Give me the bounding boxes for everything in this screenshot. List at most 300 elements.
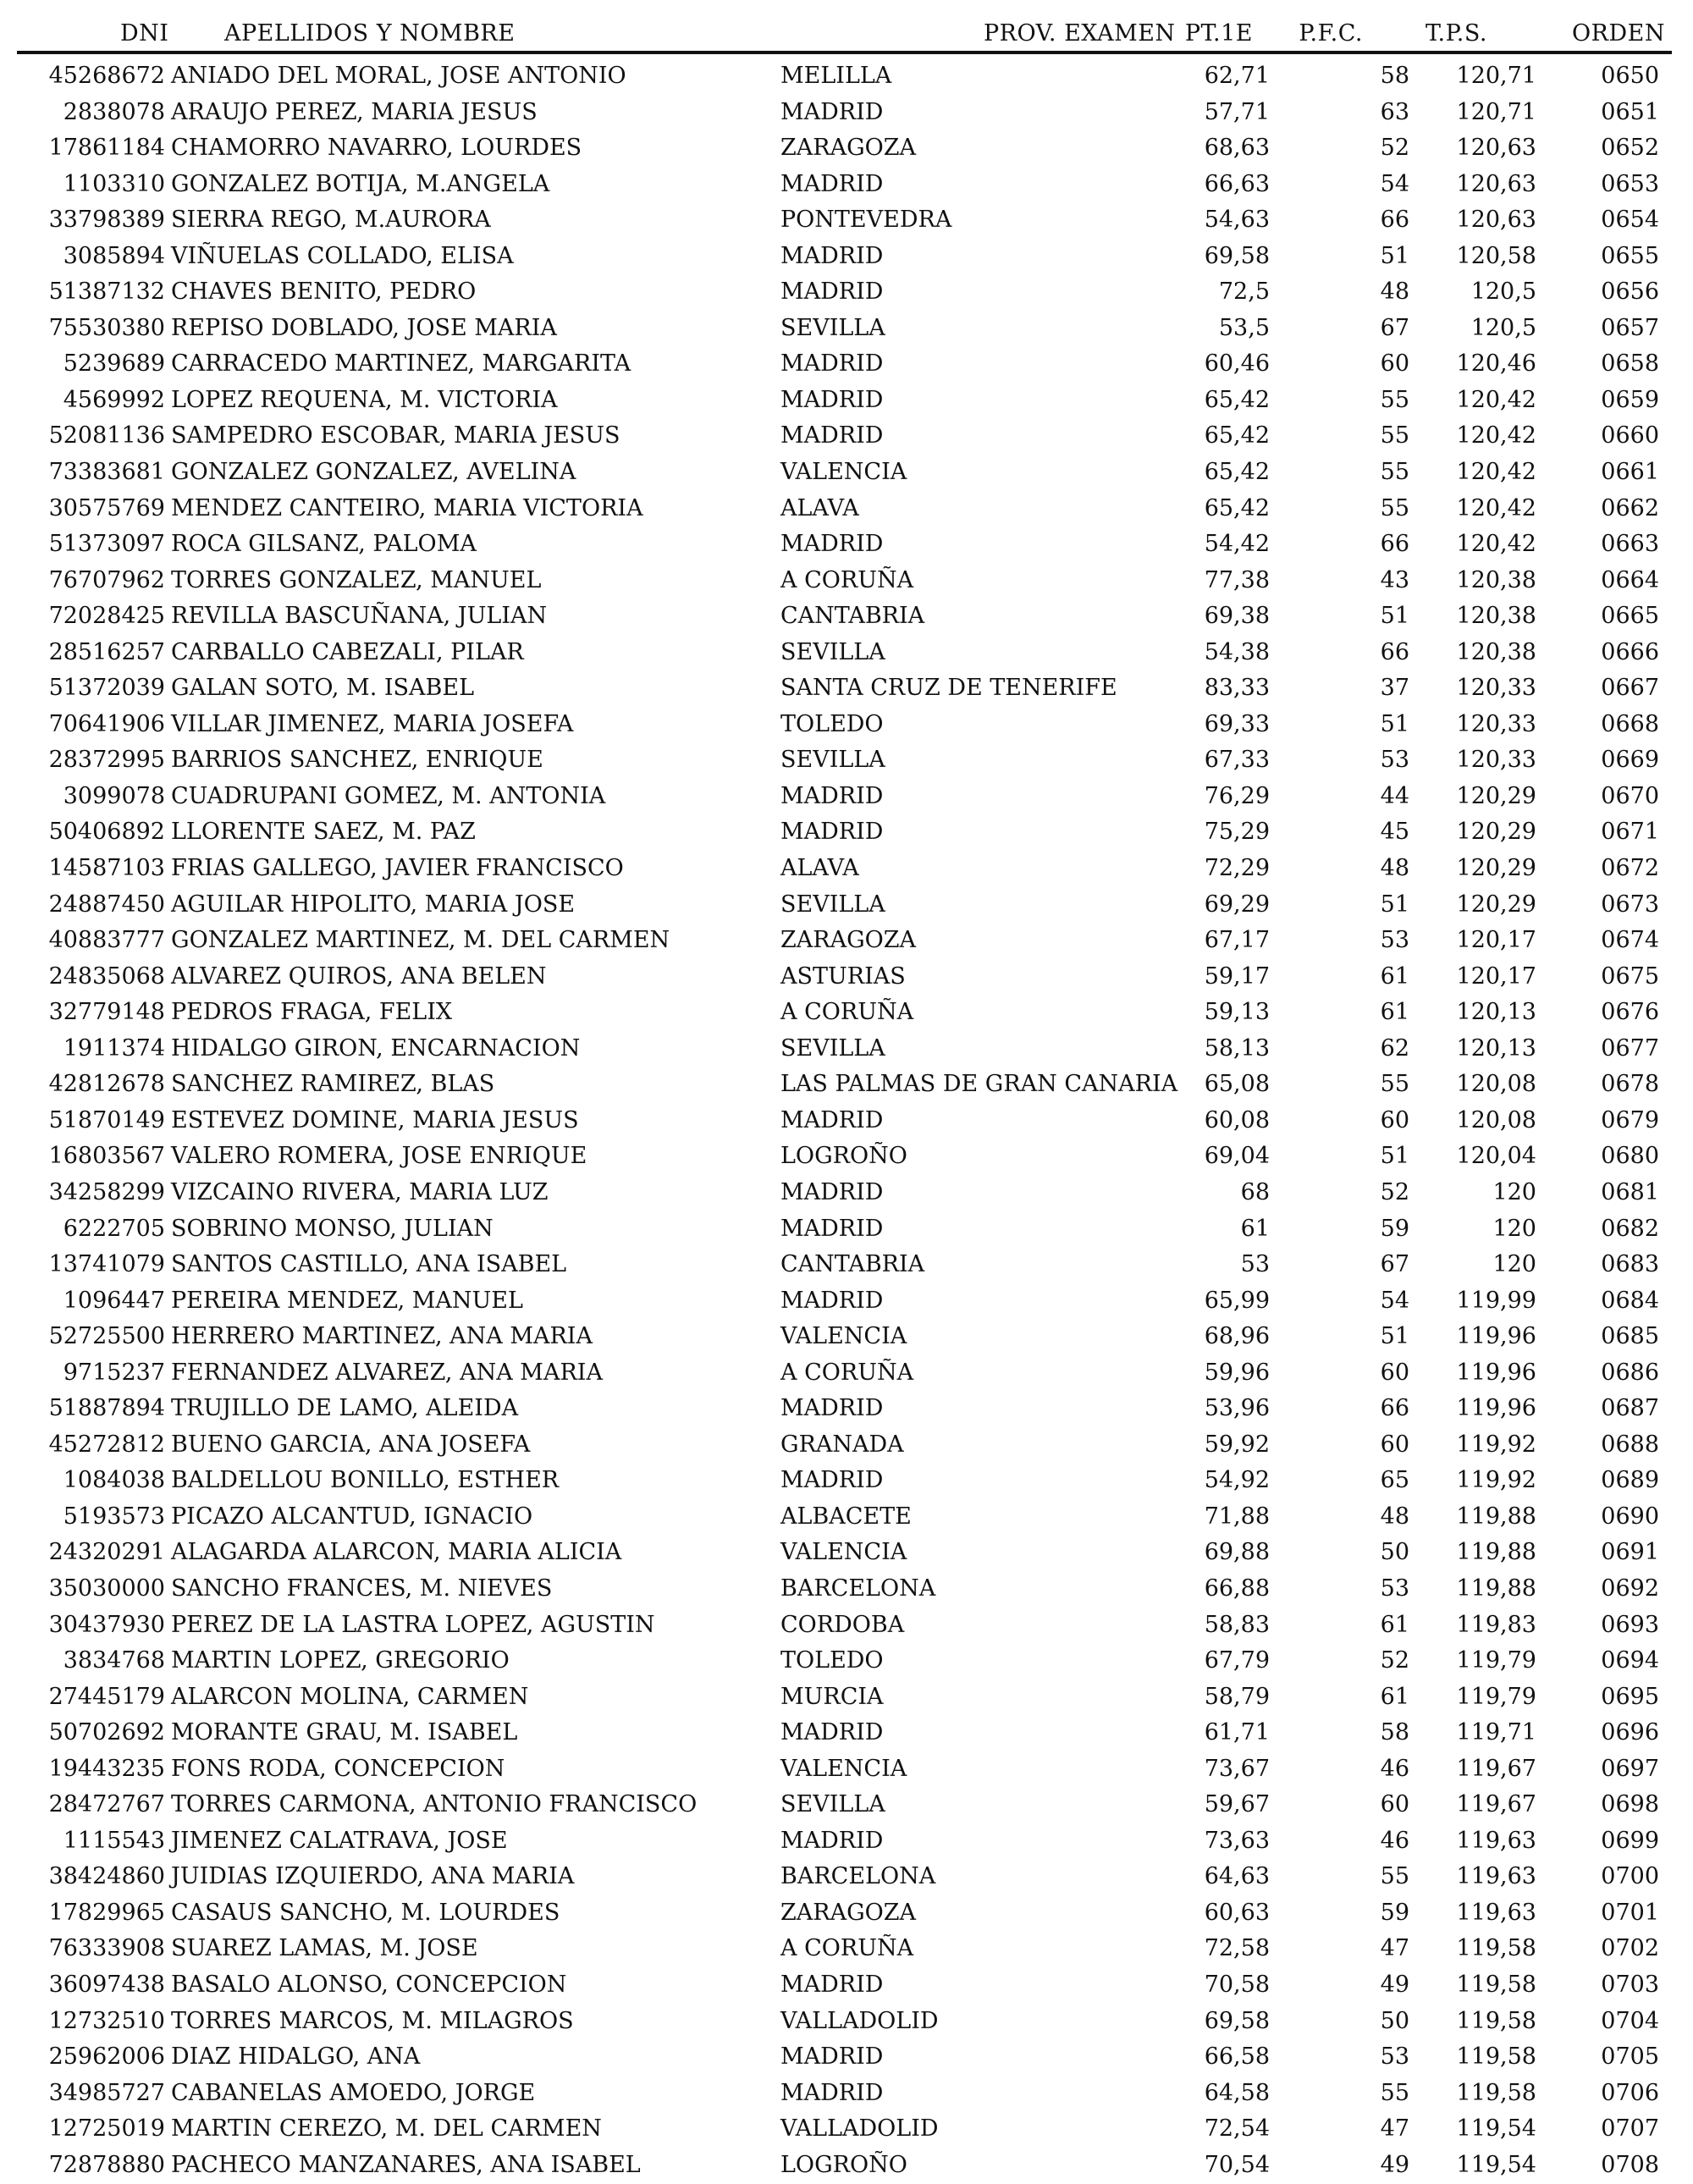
cell-name: REVILLA BASCUÑANA, JULIAN [171,603,548,630]
cell-pt1e: 65,42 [1204,386,1270,413]
cell-pt1e: 71,88 [1204,1503,1270,1530]
table-row [0,419,1693,455]
cell-dni: 1115543 [63,1827,165,1854]
cell-prov-examen: MADRID [780,782,884,809]
table-row [0,527,1693,564]
cell-pfc: 51 [1380,710,1409,737]
cell-tps: 120,46 [1456,350,1536,378]
cell-orden: 0668 [1601,710,1659,737]
table-row [0,1392,1693,1428]
cell-name: HIDALGO GIRON, ENCARNACION [171,1034,581,1062]
cell-pt1e: 60,08 [1204,1106,1270,1133]
cell-name: MENDEZ CANTEIRO, MARIA VICTORIA [171,494,643,521]
cell-dni: 51887894 [48,1395,165,1422]
cell-tps: 120,5 [1470,314,1536,341]
cell-pfc: 49 [1380,2151,1409,2178]
cell-pfc: 50 [1380,2007,1409,2034]
cell-tps: 120,13 [1456,1034,1536,1062]
table-row [0,59,1693,96]
cell-prov-examen: SEVILLA [780,747,885,774]
cell-pfc: 52 [1380,135,1409,162]
cell-dni: 72878880 [48,2151,165,2178]
cell-dni: 14587103 [48,855,165,882]
cell-pt1e: 68,63 [1204,135,1270,162]
cell-prov-examen: SEVILLA [780,1791,885,1818]
cell-dni: 1084038 [63,1467,165,1494]
cell-prov-examen: BARCELONA [780,1575,936,1602]
cell-pt1e: 72,54 [1204,2115,1270,2143]
cell-pt1e: 75,29 [1204,819,1270,846]
cell-pfc: 52 [1380,1647,1409,1674]
cell-name: TORRES GONZALEZ, MANUEL [171,566,542,593]
table-row [0,1680,1693,1717]
cell-pfc: 59 [1380,1899,1409,1926]
cell-orden: 0667 [1601,675,1659,702]
cell-orden: 0698 [1601,1791,1659,1818]
cell-pfc: 48 [1380,1503,1409,1530]
cell-orden: 0681 [1601,1178,1659,1205]
table-row [0,1464,1693,1500]
cell-pt1e: 69,38 [1204,603,1270,630]
cell-pfc: 46 [1380,1755,1409,1782]
cell-prov-examen: MADRID [780,422,884,449]
cell-name: CUADRUPANI GOMEZ, M. ANTONIA [171,782,606,809]
cell-prov-examen: TOLEDO [780,1647,884,1674]
cell-prov-examen: ALAVA [780,855,859,882]
cell-pfc: 51 [1380,1143,1409,1170]
table-row [0,1104,1693,1140]
cell-tps: 119,63 [1456,1863,1536,1890]
cell-orden: 0666 [1601,638,1659,665]
cell-tps: 120,63 [1456,170,1536,197]
cell-prov-examen: MADRID [780,279,884,306]
cell-pt1e: 67,17 [1204,927,1270,954]
cell-pt1e: 60,46 [1204,350,1270,378]
table-row [0,780,1693,816]
cell-dni: 5239689 [63,350,165,378]
cell-dni: 3085894 [63,242,165,269]
cell-pfc: 52 [1380,1178,1409,1205]
cell-prov-examen: MADRID [780,350,884,378]
cell-tps: 119,67 [1456,1791,1536,1818]
cell-tps: 119,96 [1456,1395,1536,1422]
cell-name: VALERO ROMERA, JOSE ENRIQUE [171,1143,587,1170]
cell-pfc: 55 [1380,459,1409,486]
cell-name: SIERRA REGO, M.AURORA [171,207,491,234]
cell-dni: 16803567 [48,1143,165,1170]
table-row [0,1500,1693,1536]
table-row [0,599,1693,636]
cell-tps: 120,33 [1456,747,1536,774]
cell-prov-examen: A CORUÑA [780,1359,914,1386]
cell-orden: 0684 [1601,1287,1659,1314]
cell-dni: 27445179 [48,1683,165,1710]
cell-name: SANCHEZ RAMIREZ, BLAS [171,1071,495,1098]
cell-dni: 35030000 [48,1575,165,1602]
cell-pt1e: 68 [1240,1178,1270,1205]
cell-pt1e: 59,17 [1204,962,1270,990]
cell-tps: 120 [1492,1215,1536,1242]
cell-tps: 120,04 [1456,1143,1536,1170]
cell-pfc: 51 [1380,242,1409,269]
cell-orden: 0688 [1601,1431,1659,1458]
cell-tps: 120,71 [1456,63,1536,89]
table-header [17,20,1672,54]
cell-prov-examen: ALAVA [780,494,859,521]
cell-orden: 0700 [1601,1863,1659,1890]
cell-dni: 1103310 [63,170,165,197]
cell-prov-examen: MADRID [780,1215,884,1242]
cell-dni: 45268672 [48,63,165,89]
cell-dni: 24835068 [48,962,165,990]
table-row [0,815,1693,852]
cell-prov-examen: ZARAGOZA [780,135,917,162]
table-row [0,2148,1693,2184]
cell-dni: 28516257 [48,638,165,665]
cell-prov-examen: VALLADOLID [780,2115,939,2143]
cell-prov-examen: MADRID [780,1719,884,1746]
cell-pt1e: 54,42 [1204,531,1270,558]
cell-tps: 120,29 [1456,855,1536,882]
cell-tps: 120,17 [1456,962,1536,990]
table-row [0,347,1693,383]
cell-pt1e: 65,42 [1204,422,1270,449]
cell-tps: 120,33 [1456,710,1536,737]
cell-pfc: 51 [1380,1323,1409,1350]
table-row [0,131,1693,168]
cell-dni: 76333908 [48,1935,165,1962]
cell-name: PEREZ DE LA LASTRA LOPEZ, AGUSTIN [171,1611,655,1638]
cell-prov-examen: MADRID [780,531,884,558]
cell-tps: 120,42 [1456,386,1536,413]
cell-pt1e: 65,08 [1204,1071,1270,1098]
cell-pfc: 61 [1380,1611,1409,1638]
cell-dni: 1911374 [63,1034,165,1062]
cell-pt1e: 73,63 [1204,1827,1270,1854]
cell-orden: 0678 [1601,1071,1659,1098]
table-row [0,240,1693,276]
results-table-body [0,59,1693,2184]
cell-tps: 120,29 [1456,891,1536,918]
cell-pfc: 61 [1380,962,1409,990]
cell-pfc: 60 [1380,1791,1409,1818]
cell-pfc: 63 [1380,98,1409,125]
cell-dni: 33798389 [48,207,165,234]
cell-prov-examen: A CORUÑA [780,566,914,593]
cell-prov-examen: MADRID [780,1971,884,1998]
cell-orden: 0676 [1601,999,1659,1026]
cell-pfc: 48 [1380,855,1409,882]
cell-orden: 0674 [1601,927,1659,954]
cell-orden: 0686 [1601,1359,1659,1386]
cell-pt1e: 60,63 [1204,1899,1270,1926]
cell-tps: 120 [1492,1178,1536,1205]
cell-tps: 120,33 [1456,675,1536,702]
cell-tps: 120,63 [1456,135,1536,162]
header-orden: ORDEN [1572,20,1665,47]
cell-tps: 120,38 [1456,638,1536,665]
cell-pfc: 66 [1380,638,1409,665]
cell-name: PEREIRA MENDEZ, MANUEL [171,1287,523,1314]
table-row [0,1716,1693,1752]
cell-pfc: 62 [1380,1034,1409,1062]
header-pt1e: PT.1E [1184,20,1253,47]
cell-tps: 119,58 [1456,2007,1536,2034]
cell-pt1e: 83,33 [1204,675,1270,702]
cell-pfc: 46 [1380,1827,1409,1854]
cell-tps: 119,63 [1456,1899,1536,1926]
cell-orden: 0685 [1601,1323,1659,1350]
cell-tps: 120,29 [1456,819,1536,846]
cell-pt1e: 62,71 [1204,63,1270,89]
cell-tps: 119,67 [1456,1755,1536,1782]
cell-orden: 0697 [1601,1755,1659,1782]
cell-tps: 120,08 [1456,1071,1536,1098]
cell-name: LLORENTE SAEZ, M. PAZ [171,819,476,846]
cell-dni: 32779148 [48,999,165,1026]
table-row [0,492,1693,528]
cell-name: TORRES MARCOS, M. MILAGROS [171,2007,574,2034]
table-row [0,636,1693,672]
cell-tps: 120,38 [1456,566,1536,593]
cell-pfc: 58 [1380,63,1409,89]
cell-dni: 51372039 [48,675,165,702]
cell-pfc: 53 [1380,927,1409,954]
cell-pfc: 51 [1380,891,1409,918]
cell-tps: 119,92 [1456,1467,1536,1494]
cell-pt1e: 61,71 [1204,1719,1270,1746]
cell-name: CHAMORRO NAVARRO, LOURDES [171,135,582,162]
cell-prov-examen: VALENCIA [780,1323,907,1350]
cell-orden: 0672 [1601,855,1659,882]
cell-tps: 119,79 [1456,1683,1536,1710]
cell-orden: 0680 [1601,1143,1659,1170]
cell-pfc: 55 [1380,2079,1409,2106]
cell-tps: 120,38 [1456,603,1536,630]
cell-prov-examen: CANTABRIA [780,1251,925,1278]
cell-orden: 0693 [1601,1611,1659,1638]
cell-tps: 120,17 [1456,927,1536,954]
header-prov-examen: PROV. EXAMEN [984,20,1176,47]
cell-pt1e: 53,5 [1218,314,1270,341]
cell-prov-examen: VALENCIA [780,1755,907,1782]
cell-pfc: 55 [1380,422,1409,449]
cell-dni: 50702692 [48,1719,165,1746]
cell-prov-examen: MADRID [780,98,884,125]
cell-prov-examen: PONTEVEDRA [780,207,952,234]
cell-dni: 24320291 [48,1539,165,1566]
cell-dni: 12732510 [48,2007,165,2034]
cell-dni: 17861184 [48,135,165,162]
cell-dni: 12725019 [48,2115,165,2143]
cell-name: FERNANDEZ ALVAREZ, ANA MARIA [171,1359,603,1386]
cell-dni: 28372995 [48,747,165,774]
cell-orden: 0706 [1601,2079,1659,2106]
table-row [0,1248,1693,1284]
cell-orden: 0703 [1601,1971,1659,1998]
table-row [0,1752,1693,1789]
cell-pt1e: 69,29 [1204,891,1270,918]
cell-prov-examen: MADRID [780,1287,884,1314]
cell-pt1e: 72,29 [1204,855,1270,882]
cell-orden: 0654 [1601,207,1659,234]
cell-prov-examen: MADRID [780,242,884,269]
cell-name: ALAGARDA ALARCON, MARIA ALICIA [171,1539,622,1566]
table-row [0,96,1693,132]
table-row [0,383,1693,420]
cell-prov-examen: VALLADOLID [780,2007,939,2034]
cell-orden: 0664 [1601,566,1659,593]
table-row [0,1932,1693,1968]
cell-dni: 30437930 [48,1611,165,1638]
cell-pt1e: 57,71 [1204,98,1270,125]
cell-name: LOPEZ REQUENA, M. VICTORIA [171,386,558,413]
table-row [0,1788,1693,1824]
table-row [0,1139,1693,1176]
table-row [0,960,1693,996]
cell-name: AGUILAR HIPOLITO, MARIA JOSE [171,891,576,918]
cell-tps: 120,5 [1470,279,1536,306]
cell-pt1e: 66,88 [1204,1575,1270,1602]
cell-dni: 34258299 [48,1178,165,1205]
cell-orden: 0696 [1601,1719,1659,1746]
table-row [0,275,1693,312]
cell-prov-examen: MADRID [780,1827,884,1854]
cell-name: GONZALEZ BOTIJA, M.ANGELA [171,170,550,197]
cell-pt1e: 70,54 [1204,2151,1270,2178]
cell-orden: 0687 [1601,1395,1659,1422]
cell-name: VIZCAINO RIVERA, MARIA LUZ [171,1178,549,1205]
cell-dni: 3099078 [63,782,165,809]
cell-pt1e: 53 [1240,1251,1270,1278]
cell-pfc: 44 [1380,782,1409,809]
table-row [0,1176,1693,1212]
cell-dni: 52725500 [48,1323,165,1350]
table-row [0,2040,1693,2076]
cell-orden: 0682 [1601,1215,1659,1242]
cell-orden: 0651 [1601,98,1659,125]
cell-tps: 119,92 [1456,1431,1536,1458]
cell-orden: 0702 [1601,1935,1659,1962]
cell-prov-examen: CORDOBA [780,1611,905,1638]
cell-name: ALARCON MOLINA, CARMEN [171,1683,529,1710]
cell-name: SAMPEDRO ESCOBAR, MARIA JESUS [171,422,620,449]
cell-tps: 119,99 [1456,1287,1536,1314]
table-row [0,1860,1693,1896]
cell-tps: 119,58 [1456,2043,1536,2071]
cell-pt1e: 58,83 [1204,1611,1270,1638]
cell-dni: 42812678 [48,1071,165,1098]
cell-name: CARRACEDO MARTINEZ, MARGARITA [171,350,631,378]
cell-name: BASALO ALONSO, CONCEPCION [171,1971,567,1998]
cell-pt1e: 58,79 [1204,1683,1270,1710]
cell-pt1e: 59,92 [1204,1431,1270,1458]
cell-pfc: 59 [1380,1215,1409,1242]
cell-pfc: 60 [1380,1431,1409,1458]
table-row [0,671,1693,708]
cell-prov-examen: A CORUÑA [780,999,914,1026]
cell-orden: 0704 [1601,2007,1659,2034]
cell-name: GONZALEZ MARTINEZ, M. DEL CARMEN [171,927,670,954]
cell-orden: 0691 [1601,1539,1659,1566]
cell-orden: 0675 [1601,962,1659,990]
table-row [0,564,1693,600]
table-row [0,924,1693,960]
cell-pt1e: 69,88 [1204,1539,1270,1566]
cell-prov-examen: MADRID [780,819,884,846]
cell-prov-examen: MADRID [780,170,884,197]
cell-name: SANTOS CASTILLO, ANA ISABEL [171,1251,567,1278]
cell-tps: 119,88 [1456,1539,1536,1566]
cell-prov-examen: LAS PALMAS DE GRAN CANARIA [780,1071,1178,1098]
cell-pfc: 58 [1380,1719,1409,1746]
cell-dni: 51870149 [48,1106,165,1133]
cell-name: SOBRINO MONSO, JULIAN [171,1215,494,1242]
cell-pt1e: 53,96 [1204,1395,1270,1422]
table-row [0,1032,1693,1068]
cell-name: ALVAREZ QUIROS, ANA BELEN [171,962,547,990]
header-pfc: P.F.C. [1299,20,1363,47]
cell-prov-examen: SEVILLA [780,891,885,918]
cell-pfc: 60 [1380,350,1409,378]
cell-dni: 1096447 [63,1287,165,1314]
cell-dni: 2838078 [63,98,165,125]
cell-pfc: 37 [1380,675,1409,702]
cell-dni: 45272812 [48,1431,165,1458]
table-row [0,2005,1693,2041]
cell-orden: 0699 [1601,1827,1659,1854]
table-row [0,1428,1693,1464]
cell-name: FRIAS GALLEGO, JAVIER FRANCISCO [171,855,624,882]
cell-prov-examen: VALENCIA [780,459,907,486]
cell-tps: 119,79 [1456,1647,1536,1674]
cell-pfc: 47 [1380,1935,1409,1962]
cell-pt1e: 64,63 [1204,1863,1270,1890]
cell-dni: 70641906 [48,710,165,737]
cell-tps: 119,96 [1456,1359,1536,1386]
header-tps: T.P.S. [1425,20,1487,47]
table-row [0,1896,1693,1933]
cell-pfc: 45 [1380,819,1409,846]
cell-orden: 0650 [1601,63,1659,89]
cell-pfc: 53 [1380,2043,1409,2071]
cell-tps: 120,71 [1456,98,1536,125]
cell-orden: 0673 [1601,891,1659,918]
cell-name: PEDROS FRAGA, FELIX [171,999,453,1026]
cell-name: JUIDIAS IZQUIERDO, ANA MARIA [171,1863,575,1890]
cell-pfc: 61 [1380,1683,1409,1710]
cell-prov-examen: SANTA CRUZ DE TENERIFE [780,675,1117,702]
cell-orden: 0655 [1601,242,1659,269]
cell-name: ARAUJO PEREZ, MARIA JESUS [171,98,538,125]
cell-name: MORANTE GRAU, M. ISABEL [171,1719,518,1746]
cell-orden: 0677 [1601,1034,1659,1062]
cell-pfc: 53 [1380,1575,1409,1602]
cell-orden: 0669 [1601,747,1659,774]
table-row [0,1536,1693,1572]
cell-pt1e: 77,38 [1204,566,1270,593]
cell-prov-examen: A CORUÑA [780,1935,914,1962]
cell-tps: 119,88 [1456,1575,1536,1602]
cell-prov-examen: CANTABRIA [780,603,925,630]
cell-pt1e: 66,63 [1204,170,1270,197]
cell-pt1e: 69,58 [1204,242,1270,269]
cell-prov-examen: ZARAGOZA [780,927,917,954]
cell-name: TORRES CARMONA, ANTONIO FRANCISCO [171,1791,698,1818]
table-row [0,888,1693,924]
cell-name: VILLAR JIMENEZ, MARIA JOSEFA [171,710,574,737]
cell-name: ANIADO DEL MORAL, JOSE ANTONIO [171,63,626,89]
